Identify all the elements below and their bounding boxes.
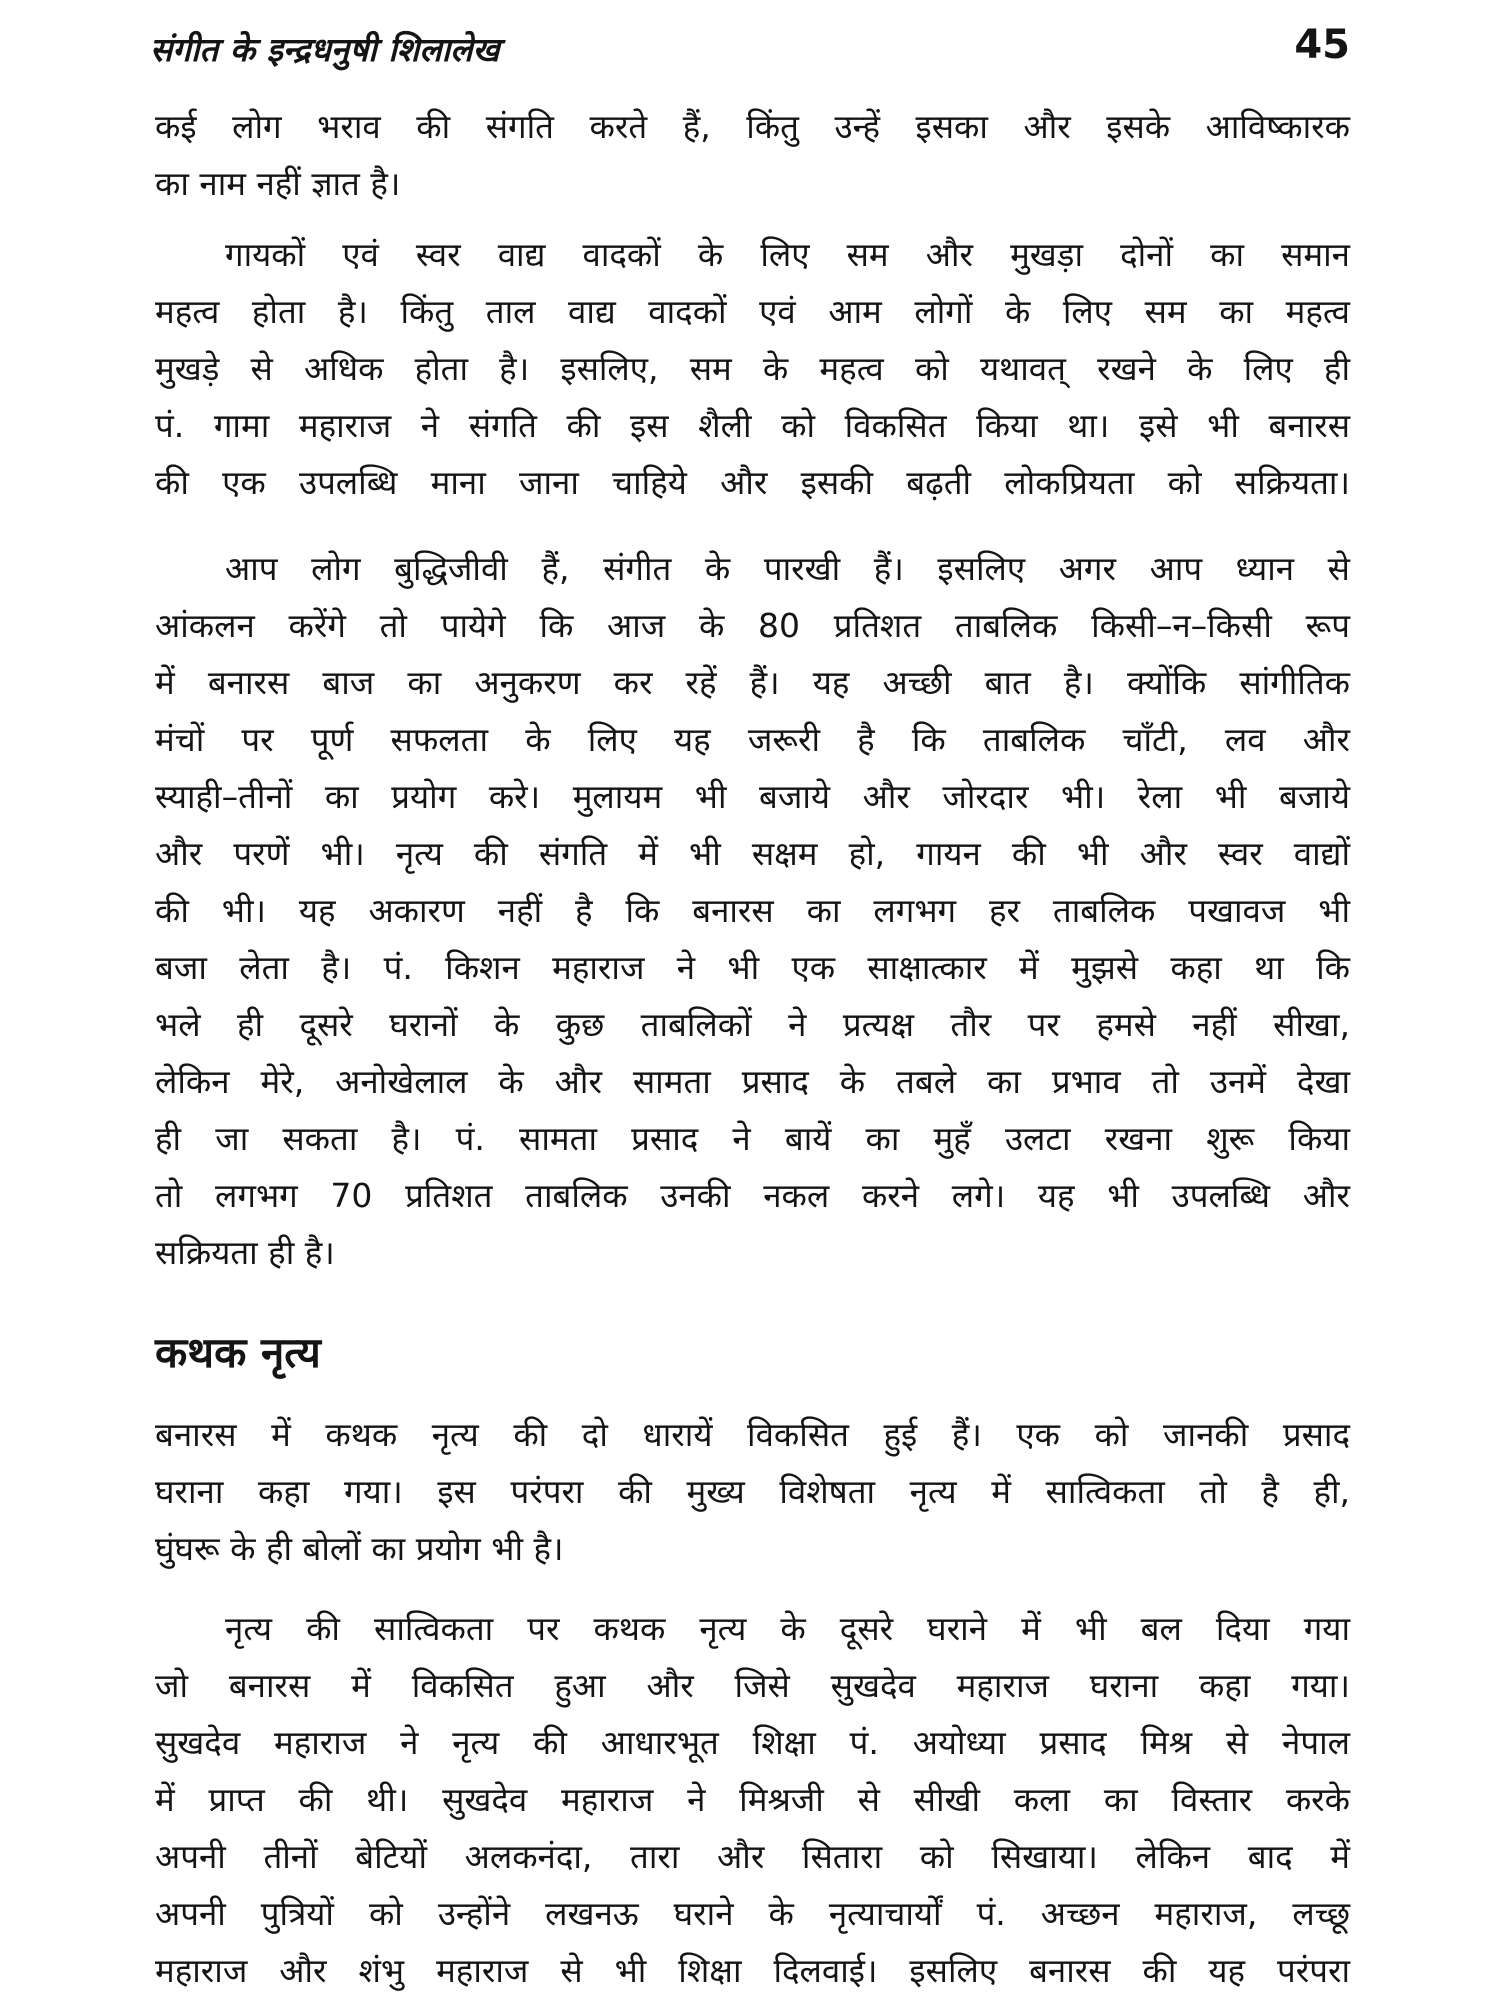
text-line: ही जा सकता है। पं. सामता प्रसाद ने बायें का मुहँ उलटा रखना शुरू किया	[155, 1119, 1350, 1158]
text-line: मुखड़े से अधिक होता है। इसलिए, सम के महत्व को यथावत् रखने के लिए ही	[155, 349, 1350, 388]
text-line: सक्रियता ही है।	[155, 1233, 335, 1272]
text-line: आप लोग बुद्धिजीवी हैं, संगीत के पारखी हैं। इसलिए अगर आप ध्यान से	[225, 549, 1350, 588]
text-line: भले ही दूसरे घरानों के कुछ ताबलिकों ने प्रत्यक्ष तौर पर हमसे नहीं सीखा,	[155, 1005, 1350, 1044]
text-line: की भी। यह अकारण नहीं है कि बनारस का लगभग हर ताबलिक पखावज भी	[155, 891, 1350, 930]
text-line: लेकिन मेरे, अनोखेलाल के और सामता प्रसाद के तबले का प्रभाव तो उनमें देखा	[155, 1062, 1350, 1101]
text-line: का नाम नहीं ज्ञात है।	[155, 164, 401, 203]
text-line: अपनी तीनों बेटियों अलकनंदा, तारा और सितारा को सिखाया। लेकिन बाद में	[155, 1837, 1350, 1876]
text-line: में बनारस बाज का अनुकरण कर रहें हैं। यह अच्छी बात है। क्योंकि सांगीतिक	[155, 663, 1350, 702]
running-header	[150, 22, 1350, 82]
text-line: बनारस में कथक नृत्य की दो धारायें विकसित हुई हैं। एक को जानकी प्रसाद	[155, 1415, 1350, 1454]
text-line: मंचों पर पूर्ण सफलता के लिए यह जरूरी है कि ताबलिक चाँटी, लव और	[155, 720, 1350, 759]
text-line: पं. गामा महाराज ने संगति की इस शैली को विकसित किया था। इसे भी बनारस	[155, 406, 1350, 445]
text-line: महत्व होता है। किंतु ताल वाद्य वादकों एवं आम लोगों के लिए सम का महत्व	[155, 292, 1350, 331]
section-heading: कथक नृत्य	[155, 1328, 321, 1377]
text-line: नृत्य की सात्विकता पर कथक नृत्य के दूसरे घराने में भी बल दिया गया	[225, 1609, 1350, 1648]
text-line: बजा लेता है। पं. किशन महाराज ने भी एक साक्षात्कार में मुझसे कहा था कि	[155, 948, 1350, 987]
text-line: कई लोग भराव की संगति करते हैं, किंतु उन्हें इसका और इसके आविष्कारक	[155, 107, 1350, 146]
text-line: में प्राप्त की थी। सुखदेव महाराज ने मिश्रजी से सीखी कला का विस्तार करके	[155, 1780, 1350, 1819]
text-line: घुंघरू के ही बोलों का प्रयोग भी है।	[155, 1529, 564, 1568]
text-line: तो लगभग 70 प्रतिशत ताबलिक उनकी नकल करने लगे। यह भी उपलब्धि और	[155, 1176, 1350, 1215]
text-line: घराना कहा गया। इस परंपरा की मुख्य विशेषता नृत्य में सात्विकता तो है ही,	[155, 1472, 1350, 1511]
book-title: संगीत के इन्द्रधनुषी शिलालेख	[150, 30, 500, 69]
text-line: आंकलन करेंगे तो पायेगे कि आज के 80 प्रतिशत ताबलिक किसी–न–किसी रूप	[155, 606, 1350, 645]
page-number: 45	[1294, 22, 1350, 68]
text-line: अपनी पुत्रियों को उन्होंने लखनऊ घराने के नृत्याचार्यों पं. अच्छन महाराज, लच्छू	[155, 1894, 1350, 1933]
text-line: महाराज और शंभु महाराज से भी शिक्षा दिलवाई। इसलिए बनारस की यह परंपरा	[155, 1951, 1350, 1990]
text-line: गायकों एवं स्वर वाद्य वादकों के लिए सम और मुखड़ा दोनों का समान	[225, 235, 1350, 274]
text-line: की एक उपलब्धि माना जाना चाहिये और इसकी बढ़ती लोकप्रियता को सक्रियता।	[155, 463, 1350, 502]
text-line: स्याही–तीनों का प्रयोग करे। मुलायम भी बजाये और जोरदार भी। रेला भी बजाये	[155, 777, 1350, 816]
text-line: और परणें भी। नृत्य की संगति में भी सक्षम हो, गायन की भी और स्वर वाद्यों	[155, 834, 1350, 873]
text-line: जो बनारस में विकसित हुआ और जिसे सुखदेव महाराज घराना कहा गया।	[155, 1666, 1350, 1705]
text-line: सुखदेव महाराज ने नृत्य की आधारभूत शिक्षा पं. अयोध्या प्रसाद मिश्र से नेपाल	[155, 1723, 1350, 1762]
